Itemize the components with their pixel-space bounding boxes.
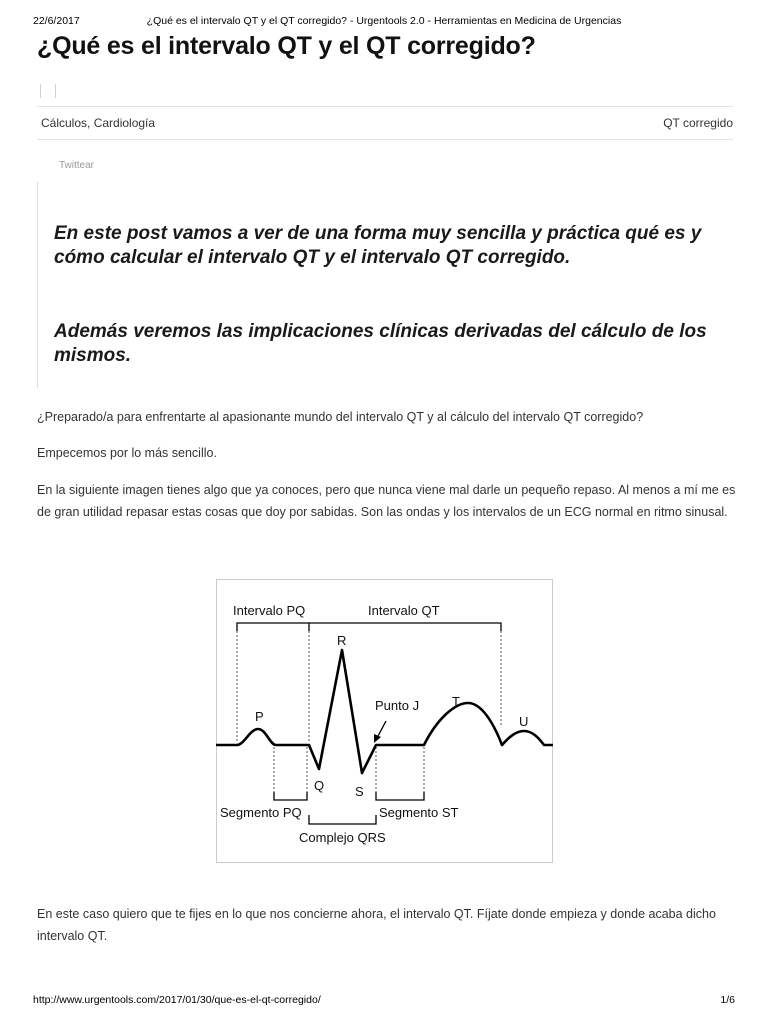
article-title: ¿Qué es el intervalo QT y el QT corregido? (37, 32, 536, 60)
share-divider (55, 84, 56, 98)
ecg-diagram (216, 579, 553, 863)
tweet-button[interactable]: Twittear (59, 160, 95, 171)
label-t: T (452, 694, 460, 709)
body-paragraph: En este caso quiero que te fijes en lo que nos concierne ahora, el intervalo QT. Fíjate donde empieza y donde acaba dicho intervalo QT. (37, 907, 716, 943)
label-pq-interval: Intervalo PQ (233, 603, 306, 618)
print-footer (33, 994, 735, 1008)
body-paragraph: ¿Preparado/a para enfrentarte al apasionante mundo del intervalo QT y al cálculo del intervalo QT corregido? (37, 410, 644, 424)
body-paragraph: En la siguiente imagen tienes algo que ya conoces, pero que nunca viene mal darle un pequeño repaso. Al menos a mí me es de gran utilidad repasar estas cosas que doy por sabidas. Son las ondas y los intervalos de un ECG normal en ritmo sinusal. (37, 483, 736, 519)
label-p: P (255, 709, 264, 724)
label-u: U (519, 714, 529, 729)
label-st-segment: Segmento ST (379, 805, 459, 820)
intro-quote-1: En este post vamos a ver de una forma muy sencilla y práctica qué es y cómo calcular el intervalo QT y el intervalo QT corregido. (54, 223, 702, 268)
label-s: S (355, 784, 364, 799)
label-r: R (337, 633, 347, 648)
post-meta-row (37, 106, 733, 140)
label-j-point: Punto J (375, 698, 420, 713)
label-q: Q (314, 778, 325, 793)
print-date: 22/6/2017 (33, 15, 80, 27)
intro-quote-2: Además veremos las implicaciones clínicas derivadas del cálculo de los mismos. (54, 321, 707, 366)
label-pq-segment: Segmento PQ (220, 805, 302, 820)
print-header (33, 15, 735, 29)
intro-blockquote (37, 182, 728, 388)
share-bar (40, 84, 70, 100)
print-url[interactable]: http://www.urgentools.com/2017/01/30/que-es-el-qt-corregido/ (33, 994, 321, 1006)
post-tag[interactable]: QT corregido (663, 116, 733, 130)
print-page-title: ¿Qué es el intervalo QT y el QT corregido? - Urgentools 2.0 - Herramientas en Medicina de Urgencias (146, 15, 622, 27)
label-qt-interval: Intervalo QT (368, 603, 440, 618)
label-qrs-complex: Complejo QRS (299, 830, 386, 845)
print-page-number: 1/6 (720, 994, 735, 1006)
share-divider (40, 84, 41, 98)
body-paragraph: Empecemos por lo más sencillo. (37, 446, 217, 460)
post-categories[interactable]: Cálculos, Cardiología (41, 116, 156, 130)
